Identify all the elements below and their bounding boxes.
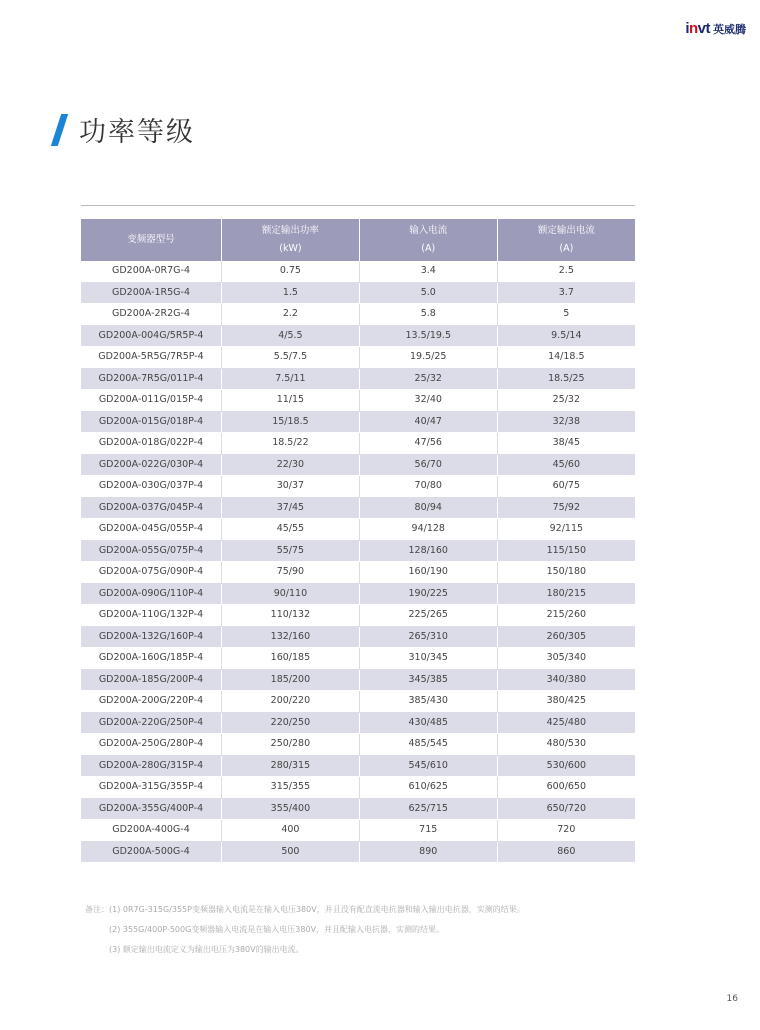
table-cell: 40/47 bbox=[359, 411, 497, 433]
table-row bbox=[81, 433, 635, 455]
table-row bbox=[81, 562, 635, 584]
table-row bbox=[81, 583, 635, 605]
column-header bbox=[222, 219, 360, 261]
table-cell: GD200A-2R2G-4 bbox=[81, 304, 222, 326]
table-cell: 15/18.5 bbox=[222, 411, 360, 433]
table-cell: 60/75 bbox=[497, 476, 635, 498]
page-number: 16 bbox=[726, 994, 738, 1004]
table-cell: 115/150 bbox=[497, 540, 635, 562]
table-cell: 250/280 bbox=[222, 734, 360, 756]
table-cell: GD200A-185G/200P-4 bbox=[81, 669, 222, 691]
table-cell: 160/190 bbox=[359, 562, 497, 584]
table-cell: 185/200 bbox=[222, 669, 360, 691]
table-cell: 132/160 bbox=[222, 626, 360, 648]
table-cell: 30/37 bbox=[222, 476, 360, 498]
table-cell: 160/185 bbox=[222, 648, 360, 670]
table-cell: 92/115 bbox=[497, 519, 635, 541]
column-header bbox=[359, 219, 497, 261]
table-cell: 530/600 bbox=[497, 755, 635, 777]
table-cell: 75/92 bbox=[497, 497, 635, 519]
table-row bbox=[81, 798, 635, 820]
table-row bbox=[81, 390, 635, 412]
table-cell: 90/110 bbox=[222, 583, 360, 605]
table-cell: GD200A-5R5G/7R5P-4 bbox=[81, 347, 222, 369]
table-cell: GD200A-7R5G/011P-4 bbox=[81, 368, 222, 390]
table-cell: 400 bbox=[222, 820, 360, 842]
table-cell: GD200A-030G/037P-4 bbox=[81, 476, 222, 498]
table-cell: 500 bbox=[222, 841, 360, 863]
table-cell: 18.5/22 bbox=[222, 433, 360, 455]
table-cell: 11/15 bbox=[222, 390, 360, 412]
table-cell: GD200A-011G/015P-4 bbox=[81, 390, 222, 412]
table-cell: 70/80 bbox=[359, 476, 497, 498]
table-cell: GD200A-090G/110P-4 bbox=[81, 583, 222, 605]
table-cell: 265/310 bbox=[359, 626, 497, 648]
table-cell: 25/32 bbox=[359, 368, 497, 390]
power-rating-table bbox=[81, 219, 635, 863]
table-cell: GD200A-015G/018P-4 bbox=[81, 411, 222, 433]
table-cell: 75/90 bbox=[222, 562, 360, 584]
table-cell: 200/220 bbox=[222, 691, 360, 713]
header-text: (kW) bbox=[279, 243, 302, 254]
table-cell: 150/180 bbox=[497, 562, 635, 584]
table-cell: GD200A-037G/045P-4 bbox=[81, 497, 222, 519]
header-text: 额定输出功率 bbox=[261, 225, 319, 236]
table-cell: 45/55 bbox=[222, 519, 360, 541]
table-cell: 310/345 bbox=[359, 648, 497, 670]
header-text: 输入电流 bbox=[409, 225, 448, 236]
table-cell: 5.8 bbox=[359, 304, 497, 326]
table-cell: 720 bbox=[497, 820, 635, 842]
divider bbox=[81, 205, 635, 206]
table-cell: 32/40 bbox=[359, 390, 497, 412]
table-cell: 4/5.5 bbox=[222, 325, 360, 347]
table-cell: 715 bbox=[359, 820, 497, 842]
table-cell: 1.5 bbox=[222, 282, 360, 304]
table-cell: 225/265 bbox=[359, 605, 497, 627]
table-row bbox=[81, 519, 635, 541]
table-cell: 56/70 bbox=[359, 454, 497, 476]
table-cell: 110/132 bbox=[222, 605, 360, 627]
table-cell: 94/128 bbox=[359, 519, 497, 541]
table-cell: 425/480 bbox=[497, 712, 635, 734]
table-cell: 625/715 bbox=[359, 798, 497, 820]
table-cell: GD200A-045G/055P-4 bbox=[81, 519, 222, 541]
table-cell: 9.5/14 bbox=[497, 325, 635, 347]
table-cell: 380/425 bbox=[497, 691, 635, 713]
table-cell: GD200A-004G/5R5P-4 bbox=[81, 325, 222, 347]
table-cell: GD200A-280G/315P-4 bbox=[81, 755, 222, 777]
table-cell: 355/400 bbox=[222, 798, 360, 820]
table-cell: 32/38 bbox=[497, 411, 635, 433]
table-cell: 215/260 bbox=[497, 605, 635, 627]
table-cell: 385/430 bbox=[359, 691, 497, 713]
table-cell: GD200A-500G-4 bbox=[81, 841, 222, 863]
table-cell: 55/75 bbox=[222, 540, 360, 562]
table-cell: 3.4 bbox=[359, 261, 497, 282]
note-3: (3) 额定输出电流定义为输出电压为380V的输出电流。 bbox=[109, 945, 304, 954]
table-cell: 19.5/25 bbox=[359, 347, 497, 369]
table-cell: GD200A-315G/355P-4 bbox=[81, 777, 222, 799]
table-row bbox=[81, 454, 635, 476]
table-cell: 305/340 bbox=[497, 648, 635, 670]
table-cell: 47/56 bbox=[359, 433, 497, 455]
table-row bbox=[81, 669, 635, 691]
table-cell: 38/45 bbox=[497, 433, 635, 455]
title-slash-icon bbox=[51, 114, 68, 146]
table-row bbox=[81, 626, 635, 648]
table-row bbox=[81, 368, 635, 390]
table-row bbox=[81, 325, 635, 347]
header-text: 额定输出电流 bbox=[537, 225, 595, 236]
table-cell: 2.5 bbox=[497, 261, 635, 282]
table-cell: GD200A-0R7G-4 bbox=[81, 261, 222, 282]
section-title bbox=[56, 110, 195, 149]
table-cell: 280/315 bbox=[222, 755, 360, 777]
table-row bbox=[81, 841, 635, 863]
table-row bbox=[81, 411, 635, 433]
table-cell: 220/250 bbox=[222, 712, 360, 734]
table-cell: 2.2 bbox=[222, 304, 360, 326]
table-cell: GD200A-200G/220P-4 bbox=[81, 691, 222, 713]
header-text: (A) bbox=[559, 243, 574, 254]
table-row bbox=[81, 540, 635, 562]
table-cell: 80/94 bbox=[359, 497, 497, 519]
table-cell: 315/355 bbox=[222, 777, 360, 799]
table-row bbox=[81, 304, 635, 326]
table-row bbox=[81, 820, 635, 842]
table-row bbox=[81, 755, 635, 777]
note-2: (2) 355G/400P-500G变频器输入电流是在输入电压380V，并且配输入电抗器，实测的结果。 bbox=[109, 925, 445, 934]
table-cell: 485/545 bbox=[359, 734, 497, 756]
table-cell: GD200A-220G/250P-4 bbox=[81, 712, 222, 734]
table-cell: 430/485 bbox=[359, 712, 497, 734]
table-cell: GD200A-132G/160P-4 bbox=[81, 626, 222, 648]
table-header-row bbox=[81, 219, 635, 261]
table-cell: GD200A-018G/022P-4 bbox=[81, 433, 222, 455]
table-row bbox=[81, 648, 635, 670]
table-cell: GD200A-355G/400P-4 bbox=[81, 798, 222, 820]
table-cell: 890 bbox=[359, 841, 497, 863]
table-cell: GD200A-110G/132P-4 bbox=[81, 605, 222, 627]
table-row bbox=[81, 497, 635, 519]
table-cell: GD200A-022G/030P-4 bbox=[81, 454, 222, 476]
table-cell: 5 bbox=[497, 304, 635, 326]
table-row bbox=[81, 734, 635, 756]
table-cell: 190/225 bbox=[359, 583, 497, 605]
table-cell: 480/530 bbox=[497, 734, 635, 756]
table-row bbox=[81, 712, 635, 734]
table-cell: 7.5/11 bbox=[222, 368, 360, 390]
table-row bbox=[81, 476, 635, 498]
column-header bbox=[81, 219, 222, 261]
table-cell: GD200A-075G/090P-4 bbox=[81, 562, 222, 584]
table-row bbox=[81, 261, 635, 282]
table-cell: 340/380 bbox=[497, 669, 635, 691]
table-cell: GD200A-400G-4 bbox=[81, 820, 222, 842]
table-cell: GD200A-250G/280P-4 bbox=[81, 734, 222, 756]
table-cell: 37/45 bbox=[222, 497, 360, 519]
table-row bbox=[81, 777, 635, 799]
table-cell: GD200A-160G/185P-4 bbox=[81, 648, 222, 670]
logo-brand: invt bbox=[685, 20, 710, 37]
table-cell: GD200A-1R5G-4 bbox=[81, 282, 222, 304]
invt-logo bbox=[685, 20, 746, 37]
table-cell: 13.5/19.5 bbox=[359, 325, 497, 347]
table-cell: 14/18.5 bbox=[497, 347, 635, 369]
page-title: 功率等级 bbox=[79, 117, 195, 148]
notes bbox=[85, 900, 725, 960]
table-cell: GD200A-055G/075P-4 bbox=[81, 540, 222, 562]
table-cell: 5.5/7.5 bbox=[222, 347, 360, 369]
table-cell: 3.7 bbox=[497, 282, 635, 304]
table-row bbox=[81, 605, 635, 627]
table-cell: 600/650 bbox=[497, 777, 635, 799]
table-cell: 25/32 bbox=[497, 390, 635, 412]
table-cell: 45/60 bbox=[497, 454, 635, 476]
table-cell: 345/385 bbox=[359, 669, 497, 691]
table-cell: 545/610 bbox=[359, 755, 497, 777]
table-cell: 180/215 bbox=[497, 583, 635, 605]
table-cell: 610/625 bbox=[359, 777, 497, 799]
header-text: (A) bbox=[421, 243, 436, 254]
table-cell: 22/30 bbox=[222, 454, 360, 476]
table-cell: 128/160 bbox=[359, 540, 497, 562]
table-cell: 18.5/25 bbox=[497, 368, 635, 390]
logo-cn: 英威腾 bbox=[713, 22, 746, 36]
table-row bbox=[81, 691, 635, 713]
table-cell: 0.75 bbox=[222, 261, 360, 282]
header-text: 变频器型号 bbox=[127, 234, 175, 245]
table-row bbox=[81, 282, 635, 304]
table-cell: 5.0 bbox=[359, 282, 497, 304]
table-cell: 260/305 bbox=[497, 626, 635, 648]
table-cell: 650/720 bbox=[497, 798, 635, 820]
note-1: 备注：(1) 0R7G-315G/355P变频器输入电流是在输入电压380V，并且没有配直流电抗器和输入输出电抗器，实测的结果。 bbox=[85, 905, 525, 914]
table-row bbox=[81, 347, 635, 369]
table-cell: 860 bbox=[497, 841, 635, 863]
column-header bbox=[497, 219, 635, 261]
